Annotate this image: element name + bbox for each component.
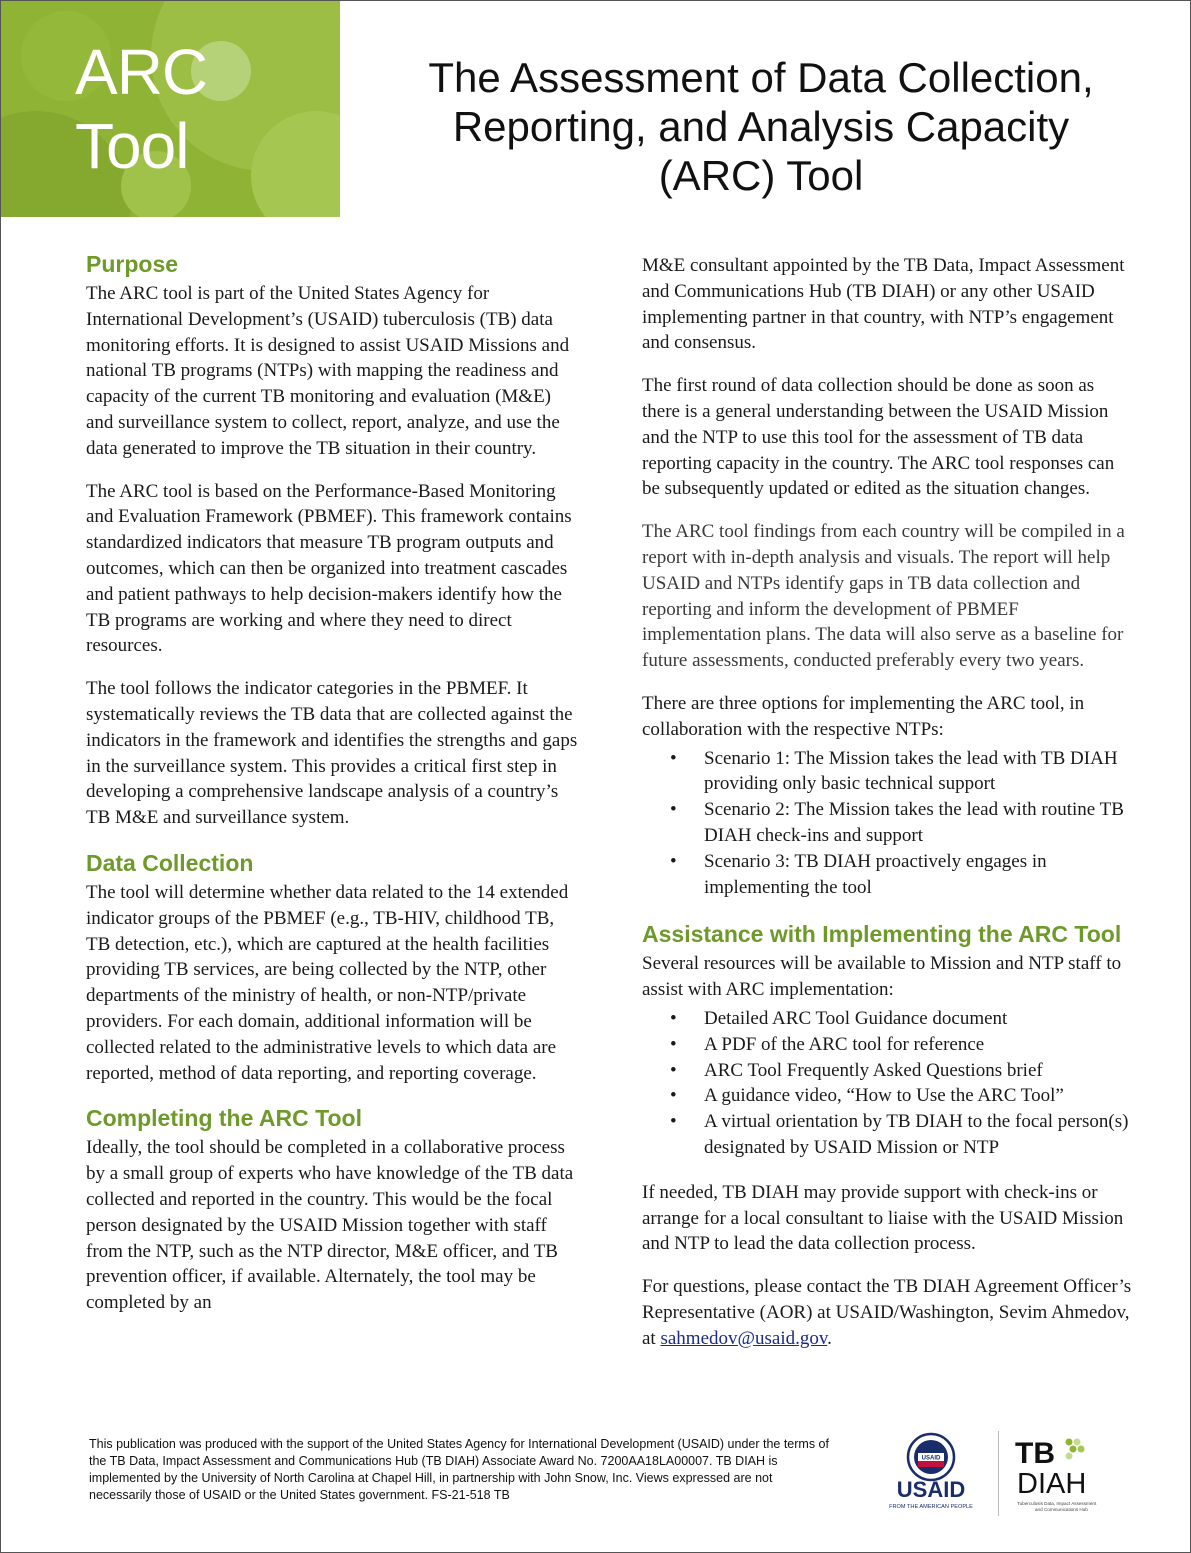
scenario-item: • Scenario 3: TB DIAH proactively engages in implementing the tool (704, 849, 1132, 901)
usaid-wordmark: USAID (896, 1477, 966, 1502)
contact-end: . (827, 1327, 832, 1349)
brand-line-2: Tool (75, 110, 189, 182)
right-column (642, 253, 1132, 1368)
purpose-paragraph-2: The ARC tool is based on the Performance-Based Monitoring and Evaluation Framework (PBMEF). This framework contains standardized indicators that measure TB program outputs and outcomes, which can then be organized into treatment cascades and patient pathways to help decision-makers identify how the TB programs are working and where they need to direct resources. (86, 480, 572, 657)
scenario-list (642, 746, 1132, 901)
purpose-paragraph-1: The ARC tool is part of the United States Agency for International Development’s (USAID) tuberculosis (TB) data monitoring efforts. It is designed to assist USAID Missions and national TB programs (NTPs) with mapping the readiness and capacity of the current TB monitoring and evaluation (M&E) and surveillance system to collect, report, analyze, and use the data generated to improve the TB situation in their country. (86, 283, 570, 459)
resource-item: • A virtual orientation by TB DIAH to the focal person(s) designated by USAID Mission or NTP (704, 1109, 1132, 1161)
contact-text: For questions, please contact the TB DIAH Agreement Officer’s Representative (AOR) at USAID/Washington, Sevim Ahmedov, at (642, 1276, 1132, 1349)
contact-email-link[interactable]: sahmedov@usaid.gov (660, 1327, 828, 1349)
usaid-logo (881, 1431, 981, 1513)
title-line-1: The Assessment of Data Collection, (428, 54, 1094, 101)
scenario-item: • Scenario 2: The Mission takes the lead with routine TB DIAH check-ins and support (704, 797, 1132, 849)
findings-paragraph: The ARC tool findings from each country will be compiled in a report with in-depth analysis and visuals. The report will help USAID and NTPs identify gaps in TB data collection and reporting and inform the development of PBMEF implementation plans. The data will also serve as a baseline for future assessments, conducted preferably every two years. (642, 521, 1125, 672)
continued-paragraph: M&E consultant appointed by the TB Data, Impact Assessment and Communications Hub (TB DIAH) or any other USAID implementing partner in that country, with NTP’s engagement and consensus. (642, 255, 1125, 354)
first-round-paragraph: The first round of data collection should be done as soon as there is a general understanding between the USAID Mission and the NTP to use this tool for the assessment of TB data reporting capacity in the country. The ARC tool responses can be subsequently updated or edited as the situation changes. (642, 375, 1115, 500)
purpose-heading: Purpose (86, 251, 179, 277)
resource-item: • ARC Tool Frequently Asked Questions brief (704, 1058, 1132, 1084)
assistance-heading: Assistance with Implementing the ARC Tool (642, 921, 1122, 948)
diah-wordmark: DIAH (1017, 1468, 1087, 1500)
options-paragraph: There are three options for implementing the ARC tool, in collaboration with the respective NTPs: (642, 692, 1085, 740)
left-column (86, 249, 581, 1333)
completing-heading: Completing the ARC Tool (86, 1105, 362, 1132)
resource-list (642, 1006, 1132, 1161)
document-title (371, 53, 1151, 200)
tb-wordmark: TB (1015, 1437, 1055, 1470)
resource-item: • Detailed ARC Tool Guidance document (704, 1006, 1132, 1032)
assistance-paragraph: Several resources will be available to Mission and NTP staff to assist with ARC implementation: (642, 953, 1122, 1001)
purpose-paragraph-3: The tool follows the indicator categories in the PBMEF. It systematically reviews the TB data that are collected against the indicators in the framework and identifies the strengths and gaps in the surveillance system. This provides a critical first step in developing a comprehensive landscape analysis of a country’s TB M&E and surveillance system. (86, 678, 578, 829)
title-line-2: Reporting, and Analysis Capacity (452, 103, 1070, 150)
brand-block (1, 1, 340, 217)
logo-divider (998, 1431, 999, 1516)
usaid-tagline: FROM THE AMERICAN PEOPLE (889, 1504, 973, 1510)
contact-paragraph (642, 1274, 1132, 1351)
diah-tagline-2: and Communications Hub (1035, 1507, 1088, 1512)
scenario-item: • Scenario 1: The Mission takes the lead with TB DIAH providing only basic technical support (704, 746, 1132, 798)
brand-title (75, 35, 207, 183)
if-needed-paragraph: If needed, TB DIAH may provide support with check-ins or arrange for a local consultant to liaise with the USAID Mission and NTP to lead the data collection process. (642, 1181, 1124, 1255)
resource-item: • A guidance video, “How to Use the ARC Tool” (704, 1083, 1132, 1109)
usaid-seal-text: USAID (921, 1455, 941, 1462)
title-line-3: (ARC) Tool (658, 152, 864, 199)
completing-paragraph: Ideally, the tool should be completed in a collaborative process by a small group of experts who have knowledge of the TB data collected and reported in the country. This would be the focal person designated by the USAID Mission together with staff from the NTP, such as the NTP director, M&E officer, and TB prevention officer, if available. Alternately, the tool may be completed by an (86, 1137, 574, 1314)
resource-item: • A PDF of the ARC tool for reference (704, 1032, 1132, 1058)
diah-tagline-1: Tuberculosis Data, Impact Assessment (1017, 1501, 1097, 1506)
data-collection-paragraph: The tool will determine whether data related to the 14 extended indicator groups of the PBMEF (e.g., TB-HIV, childhood TB, TB detection, etc.), which are captured at the health facilities providing TB services, are being collected by the NTP, other departments of the ministry of health, or non-NTP/private providers. For each domain, additional information will be collected related to the administrative levels to which data are reported, method of data reporting, and reporting coverage. (86, 881, 569, 1084)
brand-line-1: ARC (75, 36, 208, 108)
tb-diah-logo (1009, 1433, 1119, 1515)
footer-disclaimer: This publication was produced with the support of the United States Agency for International Development (USAID) under the terms of the TB Data, Impact Assessment and Communications Hub (TB DIAH) Associate Award No. 7200AA18LA00007. TB DIAH is implemented by the University of North Carolina at Chapel Hill, in partnership with John Snow, Inc. Views expressed are not necessarily those of USAID or the United States government. FS-21-518 TB (89, 1437, 829, 1502)
data-collection-heading: Data Collection (86, 849, 254, 876)
